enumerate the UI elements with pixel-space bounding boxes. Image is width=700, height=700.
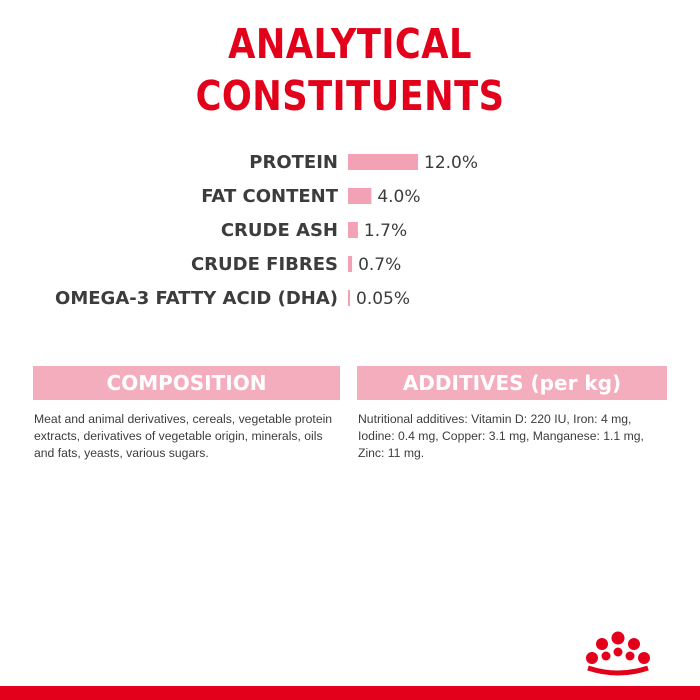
crown-icon	[570, 618, 670, 680]
category-label: FAT CONTENT	[201, 186, 338, 207]
title-line-1: ANALYTICAL	[228, 20, 472, 68]
bar	[348, 188, 371, 204]
category-label: OMEGA-3 FATTY ACID (DHA)	[55, 288, 338, 309]
value-label: 0.7%	[358, 255, 402, 275]
category-label: PROTEIN	[249, 152, 338, 173]
brand-footer-band	[0, 686, 700, 700]
additives-heading: ADDITIVES (per kg)	[357, 366, 667, 400]
page-title	[49, 18, 651, 122]
value-label: 1.7%	[363, 221, 408, 241]
category-label: CRUDE ASH	[220, 220, 338, 241]
bar	[348, 222, 358, 238]
constituents-bar-chart	[0, 140, 700, 320]
bar	[348, 256, 352, 272]
value-label: 4.0%	[377, 187, 421, 207]
composition-text: Meat and animal derivatives, cereals, vegetable protein extracts, derivatives of vegetable origin, minerals, oils and fats, yeasts, various sugars.	[34, 412, 333, 460]
value-label: 12.0%	[424, 153, 479, 173]
value-label: 0.05%	[356, 289, 411, 309]
additives-text: Nutritional additives: Vitamin D: 220 IU, Iron: 4 mg, Iodine: 0.4 mg, Copper: 3.1 mg, Manganese: 1.1 mg, Zinc: 11 mg.	[358, 412, 644, 460]
title-line-2: CONSTITUENTS	[195, 72, 505, 120]
composition-heading: COMPOSITION	[33, 366, 340, 400]
category-label: CRUDE FIBRES	[190, 254, 338, 275]
bar	[348, 154, 418, 170]
bar	[348, 290, 350, 306]
